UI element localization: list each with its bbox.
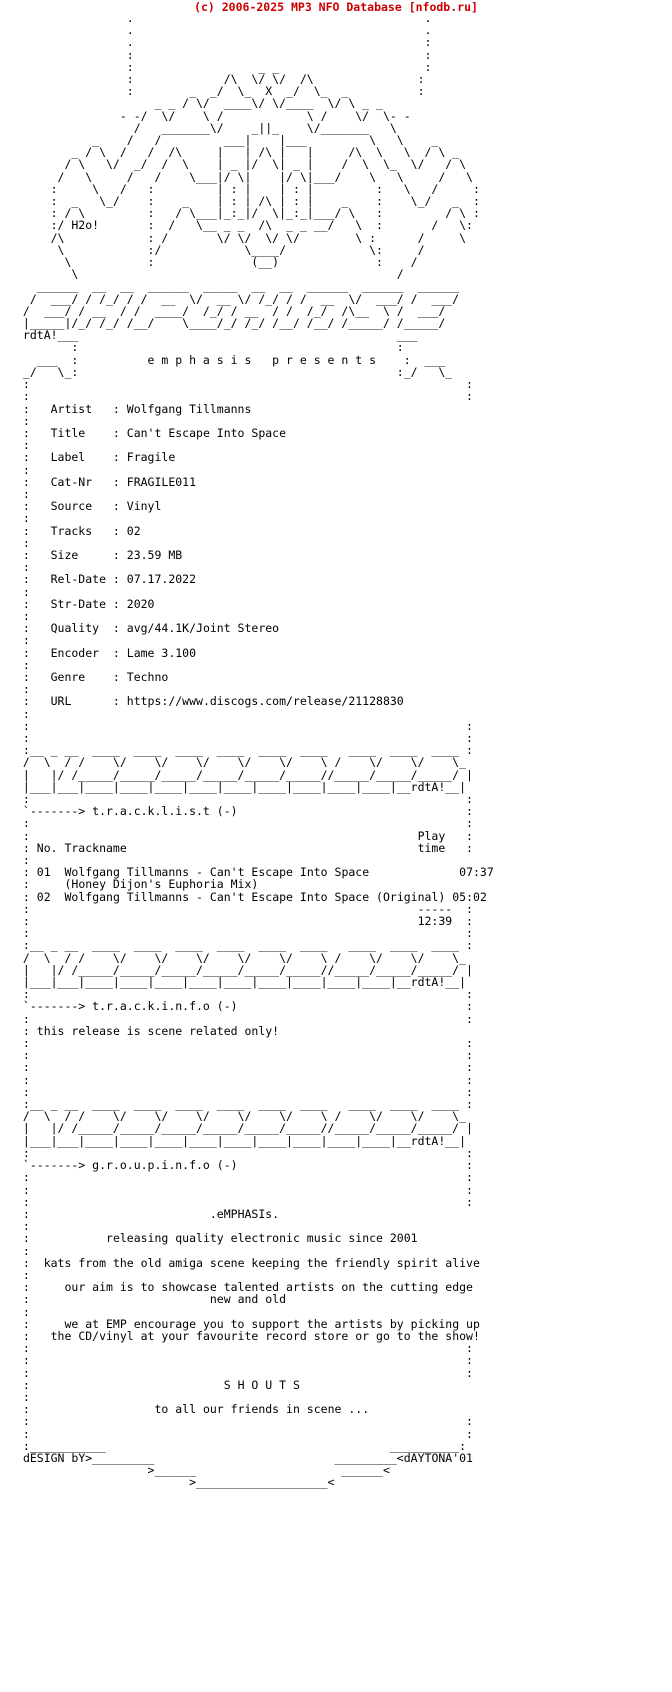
nfo-group-line3a: our aim is to showcase talented artists on the cutting edge — [64, 1280, 473, 1295]
nfo-total-time: 12:39 — [417, 914, 453, 929]
nfo-trackinfo: this release is scene related only! — [36, 1023, 280, 1038]
nfo-group-line3b: new and old — [209, 1292, 287, 1307]
nfo-release-source: Vinyl — [126, 499, 162, 514]
nfo-release-encoder: Lame 3.100 — [126, 645, 197, 660]
nfo-tracklist-0-name2: (Honey Dijon's Euphoria Mix) — [64, 877, 259, 892]
nfo-tracklist-1-no: 02 — [36, 889, 51, 904]
nfo-release-url[interactable]: https://www.discogs.com/release/21128830 — [126, 694, 404, 709]
nfo-group-line4a: we at EMP encourage you to support the artists by picking up — [64, 1316, 480, 1331]
nfo-release-tracks: 02 — [126, 523, 141, 538]
nfo-release-title: Can't Escape Into Space — [126, 425, 287, 440]
nfo-release-artist: Wolfgang Tillmanns — [126, 401, 252, 416]
nfo-group-shouts-title: S H O U T S — [223, 1377, 300, 1392]
nfo-release-quality: avg/44.1K/Joint Stereo — [126, 621, 280, 636]
nfo-tracklist-0-time: 07:37 — [459, 865, 494, 880]
nfo-tracklist-0-no: 01 — [36, 865, 51, 880]
nfo-tracklist-0-name: Wolfgang Tillmanns - Can't Escape Into Space — [64, 865, 370, 880]
nfo-group-line4b: the CD/vinyl at your favourite record store or go to the show! — [50, 1328, 480, 1343]
nfo-tracklist-1-time: 05:02 — [452, 889, 487, 904]
nfo-release-rel-date: 07.17.2022 — [126, 572, 197, 587]
nfo-group-name: .eMPHASIs. — [209, 1206, 280, 1221]
nfo-group-line2: kats from the old amiga scene keeping the friendly spirit alive — [43, 1255, 480, 1270]
nfo-credits-design-by: dESIGN bY — [22, 1450, 86, 1465]
nfo-group-shouts-text: to all our friends in scene ... — [154, 1402, 370, 1417]
nfo-text: . . . . . : : : : _ _ : : /\ \/ \/ /\ : : _ _/ \_ X _/ \_ _ : _ _ / \/ ____\/ \/____ \/ \ _ _ - -/ \/ \ / \ / \/ \- - / _______\/ _||_ \/_______ \ _ / / ___| |___ \ \ _ _ / \ / / /\ | | /\ | | /\ \ \ / \ _ / \ \/ _/ / \ | _ |/ \| _ | / \ \_ \/ / \ / \ / / \___|/ \| |/ \|___/ \ \ / \ : \ / : | : | | : | : \ / : : _ \_/ : _ | : | /\ | : | _ : \_/ _ : : / \ : / \___|_:_|/ \|_:_|___/ \ : / \ : :/ H2o! : / \__ _ _ /\ _ _ __/ \ : / \: /\ : / \/ \/ \/ \/ \ : / \ \ :/ \____/ \: / \ : (__) : / \ / ______ __ __ ______ _____ __ __ ______ ______ ______ / ___/ / /_/ / / __ \/ __ \/ /_/ / / __ \/ ___/ / ___/ / ___/ / __ / / ____/ /_/ / __ / / /_/ /\__ \ / ___/ |_____|/_/ /_/ /__/ \____/_/ /_/ /__/ /__/ /_____/ /_____/ rdtA!___ ___ : : ___ : e m p h a s i s p r e s e n t s : ___ _/ \_: :_/ \_ : : : : : Artist : Wolfgang Tillmanns : : Title : Can't Escape Into Space : : Label : Fragile : : Cat-Nr : FRAGILE011 : : Source : Vinyl : : Tracks : 02 : : Size : 23.59 MB : : Rel-Date : 07.17.2022 : : Str-Date : 2020 : : Quality : avg/44.1K/Joint Stereo : : Encoder : Lame 3.100 : : Genre : Techno : : URL : https://www.discogs.com/release/21128830 : : : : : :__ _ __ ____ ____ ____ ____ ____ ____ ____ ____ ____ : / \ / / \/ \/ \/ \/ \/ \ / \/ \/ \_ | |/ /_____/_____/_____/_____/_____/_____//_____/_____/_____/ | |___|___|____|____|____|____|____|____|____|____|____|__rdtA!__| : : `-------> t.r.a.c.k.l.i.s.t (-) : : : : Play : : No. Trackname time : : : 01 Wolfgang Tillmanns - Can't Escape Into Space 07:37 : (Honey Dijon's Euphoria Mix) : 02 Wolfgang Tillmanns - Can't Escape Into Space (Original) 05:02 : ----- : : 12:39 : : : :__ _ __ ____ ____ ____ ____ ____ ____ ____ ____ ____ : / \ / / \/ \/ \/ \/ \/ \ / \/ \/ \_ | |/ /_____/_____/_____/_____/_____/_____//_____/_____/_____/ | |___|___|____|____|____|____|____|____|____|____|____|__rdtA!__| : : `-------> t.r.a.c.k.i.n.f.o (-) : : : : this release is scene related only! : : : : : : : : : : :__ _ __ ____ ____ ____ ____ ____ ____ ____ ____ ____ : / \ / / \/ \/ \/ \/ \/ \ / \/ \/ \_ | |/ /_____/_____/_____/_____/_____/_____//_____/_____/_____/ | |___|___|____|____|____|____|____|____|____|____|____|__rdtA!__| : : `-------> g.r.o.u.p.i.n.f.o (-) : : : : : : : : .eMPHASIs. : : releasing quality electronic music since 2001 : : kats from the old amiga scene keeping the friendly spirit alive : : our aim is to showcase talented artists on the cutting edge : new and old : : we at EMP encourage you to support the artists by picking up : the CD/vinyl at your favourite record store or go to the show! : : : : : : : S H O U T S : : to all our friends in scene ... : : : : :___________ __________: dESIGN bY>_________ _________<dAYTONA'01 >______ ______< >___________________< — [16, 11, 494, 1490]
nfo-release-str-date: 2020 — [126, 596, 155, 611]
nfo-release-label: Fragile — [126, 450, 176, 465]
nfo-release-genre: Techno — [126, 669, 169, 684]
nfo-tracklist-1-name: Wolfgang Tillmanns - Can't Escape Into Space (Original) — [64, 889, 446, 904]
nfo-credits-author: dAYTONA'01 — [403, 1450, 473, 1465]
site-header: (c) 2006-2025 MP3 NFO Database [nfodb.ru] — [194, 0, 478, 14]
nfo-release-cat-nr: FRAGILE011 — [126, 474, 197, 489]
nfo-group-line1: releasing quality electronic music since 2001 — [106, 1231, 418, 1246]
nfo-release-size: 23.59 MB — [126, 547, 183, 562]
